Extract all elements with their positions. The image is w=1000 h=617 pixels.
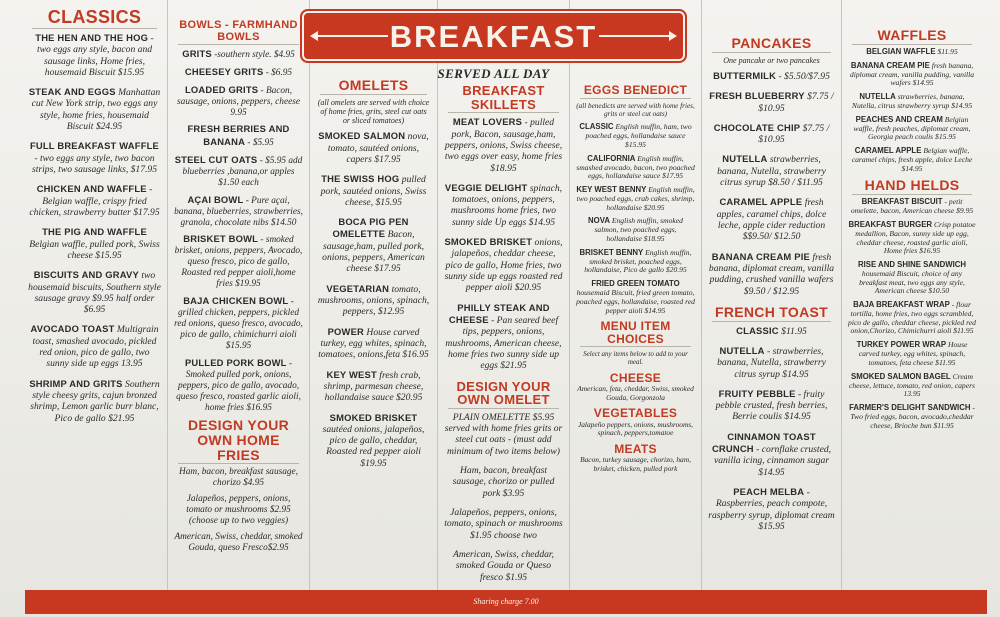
menu-item <box>848 301 976 336</box>
section-title-vegetables: VEGETABLES <box>593 406 678 421</box>
vegetables-desc: Jalapeño peppers, onions, mushrooms, spinach, peppers,tomatoe <box>577 419 694 438</box>
menu-item-desc: housemaid Biscuit, choice of any breakfast meat, two eggs any style, American cheese $10.50 <box>859 268 965 296</box>
menu-item-name: NUTELLA <box>719 344 765 356</box>
divider <box>178 463 299 464</box>
menu-item-desc: Multigrain toast, smashed avocado, pickled red onion, pico de gallo, two sunny side up eggs 13.95 <box>32 324 159 370</box>
menu-item-desc: fresh apples, caramel chips, dolce leche, apple cider reduction $$9.50/ $12.50 <box>716 197 827 243</box>
section-title-omelets: OMELETS <box>338 77 409 93</box>
menu-item-desc: strawberries, banana, Nutella, citrus strawberry syrup $14.95 <box>851 92 973 110</box>
menu-item-name: GRITS <box>182 48 212 60</box>
menu-item <box>174 194 303 229</box>
menu-item-desc: - $6.95 <box>265 67 293 78</box>
menu-item-desc: - Bacon, sausage, onions, peppers, cheese 9.95 <box>177 85 300 118</box>
menu-item-name: BREAKFAST BURGER <box>848 219 933 229</box>
menu-item-name: SMOKED BRISKET <box>329 411 418 423</box>
menu-item <box>28 86 161 132</box>
menu-item-desc: two housemaid biscuits, Southern style sausage gravy $9.95 half order $6.95 <box>28 270 161 316</box>
menu-line: American, Swiss, cheddar, smoked Gouda or Queso fresco $1.95 <box>453 548 554 583</box>
menu-item-desc: - petit omelette, bacon, American cheese $9.95 <box>850 197 974 216</box>
arrow-right-icon <box>599 35 671 37</box>
menu-item-name: THE SWISS HOG <box>321 173 400 185</box>
menu-item-name: FRESH BLUEBERRY <box>709 90 805 102</box>
menu-item <box>848 373 976 399</box>
divider <box>852 44 972 45</box>
menu-item-desc: - Two fried eggs, bacon, avocado,cheddar cheese, Brioche bun $11.95 <box>850 402 975 430</box>
divider <box>320 94 427 95</box>
menu-item-name: LOADED GRITS <box>184 83 259 95</box>
menu-item-name: FULL BREAKFAST WAFFLE <box>29 140 160 152</box>
divider <box>580 346 691 347</box>
menu-item-name: BREAKFAST BISCUIT <box>861 197 943 207</box>
footer-bar <box>25 590 987 614</box>
menu-item-name: CLASSIC <box>579 122 614 132</box>
menu-choices-note: Select any items below to add to your meal. <box>583 350 688 367</box>
menu-item <box>848 261 976 296</box>
menu-item-name: THE PIG AND WAFFLE <box>42 226 147 238</box>
menu-item-name: FARMER'S DELIGHT SANDWICH <box>849 402 971 412</box>
column-bowls <box>168 0 310 590</box>
menu-item <box>848 198 976 216</box>
menu-item <box>444 302 563 372</box>
menu-item-desc: - $5.50/$7.95 <box>778 70 830 82</box>
menu-item-desc: $11.95 <box>781 325 807 337</box>
menu-item-name: CHEESEY GRITS <box>184 65 264 77</box>
menu-item-desc: House carved turkey, egg whites, spinach, tomatoes, onions,feta $16.95 <box>318 326 429 361</box>
menu-item-desc: pulled pork, sautéed onions, Swiss cheese, $15.95 <box>320 174 427 208</box>
menu-item-name: PEACHES AND CREAM <box>855 114 943 124</box>
section-title-home-fries: DESIGN YOUR OWN HOME FRIES <box>187 417 290 463</box>
menu-item-desc: - Smoked pulled pork, onions, peppers, pico de gallo, avocado, queso fresco, roasted garlic aioli, home fries $16.95 <box>176 358 301 413</box>
menu-item <box>316 369 431 404</box>
menu-item <box>316 130 431 165</box>
benedict-note: (all benedicts are served with home fries, grits or steel cut oats) <box>576 101 695 118</box>
menu-item-name: AÇAI BOWL <box>187 193 244 205</box>
menu-item-name: STEEL CUT OATS <box>174 153 258 165</box>
column-omelets <box>310 0 438 590</box>
menu-item <box>708 122 835 146</box>
divider <box>852 194 972 195</box>
menu-item-name: NUTELLA <box>722 153 768 165</box>
menu-item <box>28 378 161 424</box>
menu-item <box>708 431 835 478</box>
menu-item <box>708 70 835 82</box>
menu-item-desc: Manhattan cut New York strip, two eggs any style, home fries, housemaid Biscuit $24.95 <box>31 87 161 133</box>
menu-item <box>174 123 303 149</box>
breakfast-banner <box>300 9 687 63</box>
menu-item-name: BANANA CREAM PIE <box>850 60 930 70</box>
menu-item-name: BOCA PIG PEN OMELETTE <box>332 216 409 240</box>
section-title-classics: CLASSICS <box>47 7 142 27</box>
menu-item <box>28 269 161 315</box>
section-title-skillets: BREAKFAST SKILLETS <box>462 83 545 112</box>
menu-item-desc: - flour tortilla, home fries, two eggs scrambled, pico de gallo, cheddar cheese, pickled red onion,Chorizo, Chimichurri aioli $11.95 <box>848 300 976 336</box>
menu-item <box>316 326 431 361</box>
menu-item <box>28 183 161 218</box>
menu-item-name: BAJA CHICKEN BOWL <box>183 295 289 307</box>
column-benedict <box>570 0 702 590</box>
divider <box>448 408 559 409</box>
menu-item-name: NUTELLA <box>859 92 896 102</box>
menu-item <box>848 93 976 111</box>
menu-item-name: THE HEN AND THE HOG <box>35 31 149 43</box>
menu-item-desc: Belgian waffle, pulled pork, Swiss cheese $15.95 <box>29 238 160 261</box>
menu-item-name: TURKEY POWER WRAP <box>856 340 947 350</box>
menu-item-desc: English muffin, smoked brisket, poached eggs, hollandaise, Pico de gallo $20.95 <box>584 247 692 275</box>
menu-item-name: POWER <box>327 325 364 337</box>
menu-line: PLAIN OMELETTE $5.95 served with home fries grits or steel cut oats - (must add minimum of two items below) <box>444 411 563 457</box>
menu-item-name: SMOKED SALMON BAGEL <box>851 371 951 381</box>
column-waffles <box>842 0 982 590</box>
menu-item-desc: - two eggs any style, bacon and sausage links, Home fries, housemaid Biscuit $15.95 <box>36 32 154 78</box>
menu-item <box>576 155 695 181</box>
menu-item-desc: Crisp potatoe medallion, Bacon, sunny side up egg, cheddar cheese, roasted garlic aioli, Home fries $16.95 <box>855 219 976 256</box>
menu-item <box>174 154 303 189</box>
menu-item-desc: - $5.95 <box>247 138 274 149</box>
menu-item-name: PEACH MELBA <box>733 486 805 497</box>
menu-line: American, Swiss, cheddar, smoked Gouda, queso Fresco$2.95 <box>174 531 303 553</box>
menu-item-name: BANANA CREAM PIE <box>711 250 810 262</box>
divider <box>712 321 831 322</box>
menu-item-desc: Southern style cheesy grits, cajun bronzed shrimp, Lemon garlic burr blanc, Pico de gallo $21.95 <box>30 378 160 424</box>
menu-item-name: KEY WEST BENNY <box>576 184 647 194</box>
menu-item <box>28 140 161 175</box>
pancakes-note: One pancake or two pancakes <box>723 55 820 65</box>
menu-item <box>174 48 303 61</box>
menu-item <box>708 90 835 114</box>
menu-item-name: NOVA <box>588 216 610 226</box>
menu-item-desc: fresh crab, shrimp, parmesan cheese, hollandaise sauce $20.95 <box>323 369 424 404</box>
menu-item <box>848 404 976 430</box>
menu-item-name: VEGGIE DELIGHT <box>444 181 528 193</box>
section-title-benedict: EGGS BENEDICT <box>583 83 688 97</box>
menu-item-desc: - Pure açai, banana, blueberries, strawberries, granola, chocolate nibs $14.50 <box>174 195 303 228</box>
menu-item-name: FRESH BERRIES AND BANANA <box>187 123 290 148</box>
menu-item <box>708 196 835 242</box>
omelets-note: (all omelets are served with choice of home fries, grits, steel cut oats or sliced tomatoes) <box>317 97 430 126</box>
menu-item <box>174 357 303 414</box>
menu-item <box>708 388 835 423</box>
menu-item-desc: tomato, mushrooms, onions, spinach, peppers, $12.95 <box>317 283 430 318</box>
menu-item-desc: - Raspberries, peach compote, raspberry syrup, diplomat cream $15.95 <box>708 487 835 532</box>
menu-item-desc: English muffin, two poached eggs, crab cakes, shrimp, hollandaise $20.95 <box>576 184 695 212</box>
menu-item-desc: - Belgian waffle, crispy fried chicken, strawberry butter $17.95 <box>29 184 160 218</box>
menu-line: Jalapeños, peppers, onions, tomato or mushrooms $2.95 (choose up to two veggies) <box>186 494 291 527</box>
menu-item <box>848 147 976 173</box>
menu-item-name: CARAMEL APPLE <box>854 146 922 156</box>
menu-item <box>316 412 431 470</box>
menu-item-name: BISCUITS AND GRAVY <box>33 269 139 281</box>
menu-item <box>174 84 303 119</box>
menu-item <box>708 251 835 297</box>
menu-item <box>848 116 976 142</box>
menu-item-desc: $11.95 <box>937 46 958 56</box>
section-title-waffles: WAFFLES <box>877 27 947 43</box>
menu-item-desc: fresh banana, diplomat cream, vanilla pudding, crushed vanilla wafers $9.50 / $12.95 <box>708 251 835 297</box>
menu-item <box>174 66 303 79</box>
menu-item-name: BAJA BREAKFAST WRAP <box>853 300 950 310</box>
column-pancakes <box>702 0 842 590</box>
menu-item <box>576 123 695 149</box>
menu-line: Jalapeños, peppers, onions, tomato, spinach or mushrooms $1.95 choose two <box>444 507 563 541</box>
section-title-bowls: BOWLS - FARMHAND BOWLS <box>179 19 298 43</box>
menu-item <box>848 48 976 57</box>
menu-item-desc: English muffin, smoked salmon, two poached eggs, hollandaise $18.95 <box>594 216 683 243</box>
menu-item-name: FRUITY PEBBLE <box>718 387 796 399</box>
menu-item-desc: Belgian waffle, fresh peaches, diplomat cream, Georgia peach coulis $15.95 <box>853 114 971 142</box>
banner-title: BREAKFAST <box>389 19 598 54</box>
menu-item-desc: - Pan seared beef tips, peppers, onions, mushrooms, American cheese, home fries two sunny side up eggs $21.95 <box>445 314 562 372</box>
menu-item-desc: spinach, tomatoes, onions, peppers, mushrooms home fries, two sunny side Up eggs $14.95 <box>450 182 563 228</box>
menu-line: Ham, bacon, breakfast sausage, chorizo or pulled pork $3.95 <box>452 465 555 499</box>
menu-item <box>444 116 563 174</box>
menu-item <box>28 226 161 261</box>
section-title-french-toast: FRENCH TOAST <box>714 303 828 320</box>
section-title-hand-helds: HAND HELDS <box>864 177 960 194</box>
menu-item-name: STEAK AND EGGS <box>28 86 116 98</box>
menu-item-desc: -southern style. $4.95 <box>214 50 295 61</box>
menu-item-name: BUTTERMILK <box>713 69 777 81</box>
menu-item <box>848 341 976 367</box>
menu-item-desc: housemaid Biscuit, fried green tomato, poached eggs, hollandaise, roasted red pepper aioli $14.95 <box>576 288 695 315</box>
menu-item-desc: Bacon, sausage,ham, pulled pork, onions, peppers, American cheese $17.95 <box>322 229 425 275</box>
menu-item-name: BRISKET BOWL <box>183 233 259 245</box>
meats-desc: Bacon, turkey sausage, chorizo, ham, brisket, chicken, pulled pork <box>580 455 691 473</box>
divider <box>178 44 299 45</box>
menu-item-name: CALIFORNIA <box>587 153 636 163</box>
menu-item-desc: - fruity pebble crusted, fresh berries, Berrie coulis $14.95 <box>715 388 828 423</box>
menu-item <box>444 236 563 294</box>
section-title-meats: MEATS <box>614 441 657 456</box>
section-title-menu-choices: MENU ITEM CHOICES <box>600 319 671 346</box>
menu-item-desc: nova, tomato, sautéed onions, capers $17.95 <box>327 131 429 165</box>
divider <box>712 52 831 53</box>
menu-item-name: BRISKET BENNY <box>579 247 644 257</box>
menu-item-name: MEAT LOVERS <box>452 116 523 128</box>
menu-item <box>708 153 835 188</box>
menu-item-name: VEGETARIAN <box>326 282 390 294</box>
menu-item-name: KEY WEST <box>326 368 377 380</box>
sharing-charge: Sharing charge 7.00 <box>473 597 539 606</box>
menu-item-name: SHRIMP AND GRITS <box>29 377 123 389</box>
section-title-cheese: CHEESE <box>609 370 662 385</box>
cheese-desc: American, feta, cheddar, Swiss, smoked Gouda, Gorgonzola <box>577 384 694 402</box>
menu-item <box>708 486 835 532</box>
menu-item-name: CLASSIC <box>736 324 779 336</box>
menu-item <box>848 62 976 88</box>
menu-item-desc: - smoked brisket, onions, peppers, Avocado, queso fresco, pico de gallo, Roasted red pepper aioli,home fries $19.95 <box>174 235 303 290</box>
column-skillets <box>438 0 570 590</box>
menu-item-desc: Cream cheese, lettuce, tomato, red onion, capers 13.95 <box>848 371 976 399</box>
served-all-day: SERVED ALL DAY <box>437 66 550 81</box>
menu-item-desc: English muffin, smashed avocado, bacon, two poached eggs, hollandaise sauce $17.95 <box>576 153 695 181</box>
menu-item-name: BELGIAN WAFFLE <box>866 46 936 56</box>
menu-item-name: AVOCADO TOAST <box>30 323 115 335</box>
column-classics <box>22 0 168 590</box>
menu-item-name: RISE AND SHINE SANDWICH <box>857 259 966 269</box>
menu-item <box>316 173 431 208</box>
menu-item-desc: $7.75 / $10.95 <box>758 91 834 114</box>
divider <box>32 28 157 29</box>
menu-item-name: CHICKEN AND WAFFLE <box>36 183 147 195</box>
menu-item-desc: Belgian waffle, caramel chips, fresh apple, dolce Leche $14.95 <box>851 146 973 173</box>
section-title-pancakes: PANCAKES <box>731 35 812 51</box>
menu-item-desc: strawberries, banana, Nutella, strawberry citrus syrup $8.50 / $11.95 <box>717 154 826 189</box>
menu-item <box>316 283 431 318</box>
menu-item-name: FRIED GREEN TOMATO <box>591 279 680 289</box>
menu-item-name: SMOKED SALMON <box>318 130 406 142</box>
divider <box>448 112 559 113</box>
menu-item-desc: House carved turkey, egg whites, spinach, tomatoes, feta cheese $11.95 <box>858 340 968 367</box>
menu-item-desc: - cornflake crusted, vanilla icing, cinnamon sugar $14.95 <box>713 444 832 478</box>
divider <box>580 98 691 99</box>
menu-item-name: PULLED PORK BOWL <box>184 356 287 368</box>
menu-item <box>576 249 695 275</box>
menu-item <box>708 345 835 380</box>
menu-item-name: PHILLY STEAK AND CHEESE <box>448 301 550 325</box>
menu-item <box>174 233 303 290</box>
menu-item-desc: - grilled chicken, peppers, pickled red onions, queso fresco, avocado, pico de gallo, chimichurri aioli $15.95 <box>174 297 303 351</box>
menu-item-desc: onions, jalapeños, cheddar cheese, pico de gallo, Home fries, two sunny side up eggs roasted red pepper aioli $20.95 <box>444 237 563 294</box>
menu-item <box>576 217 695 243</box>
menu-item-name: CINNAMON TOAST CRUNCH <box>711 430 816 455</box>
menu-item <box>316 216 431 275</box>
menu-item <box>576 280 695 315</box>
menu-item-desc: English muffin, ham, two poached eggs, hollandaise sauce $15.95 <box>585 122 692 149</box>
menu-item-name: SMOKED BRISKET <box>444 236 533 248</box>
menu-item <box>848 221 976 256</box>
menu-item <box>28 323 161 369</box>
menu-item-name: CHOCOLATE CHIP <box>713 121 801 133</box>
section-title-design-omelet: DESIGN YOUR OWN OMELET <box>456 378 551 408</box>
menu-item <box>174 295 303 352</box>
menu-item <box>708 325 835 337</box>
menu-item <box>576 186 695 212</box>
menu-item-desc: sautéed onions, jalapeños, pico de gallo, cheddar, Roasted red pepper aioli $19.95 <box>322 423 425 469</box>
menu-item-desc: $7.75 / $10.95 <box>758 122 830 146</box>
menu-item <box>444 182 563 228</box>
menu-item <box>28 32 161 78</box>
menu-item-desc: - strawberries, banana, Nutella, strawberry citrus syrup $14.95 <box>717 345 826 380</box>
menu-line: Ham, bacon, breakfast sausage, chorizo $4.95 <box>179 467 298 489</box>
menu-item-name: CARAMEL APPLE <box>719 196 803 208</box>
menu-item-desc: - pulled pork, Bacon, sausage,ham, peppers, onions, Swiss cheese, two eggs over easy, home fries $18.95 <box>444 117 563 174</box>
menu-item-desc: - $5.95 add blueberries ,banana,or apples $1.50 each <box>182 155 303 188</box>
menu-item-desc: fresh banana, diplomat cream, vanilla pudding, vanilla wafers $14.95 <box>849 60 975 88</box>
menu-item-desc: - two eggs any style, two bacon strips, two sausage links, $17.95 <box>32 152 157 176</box>
